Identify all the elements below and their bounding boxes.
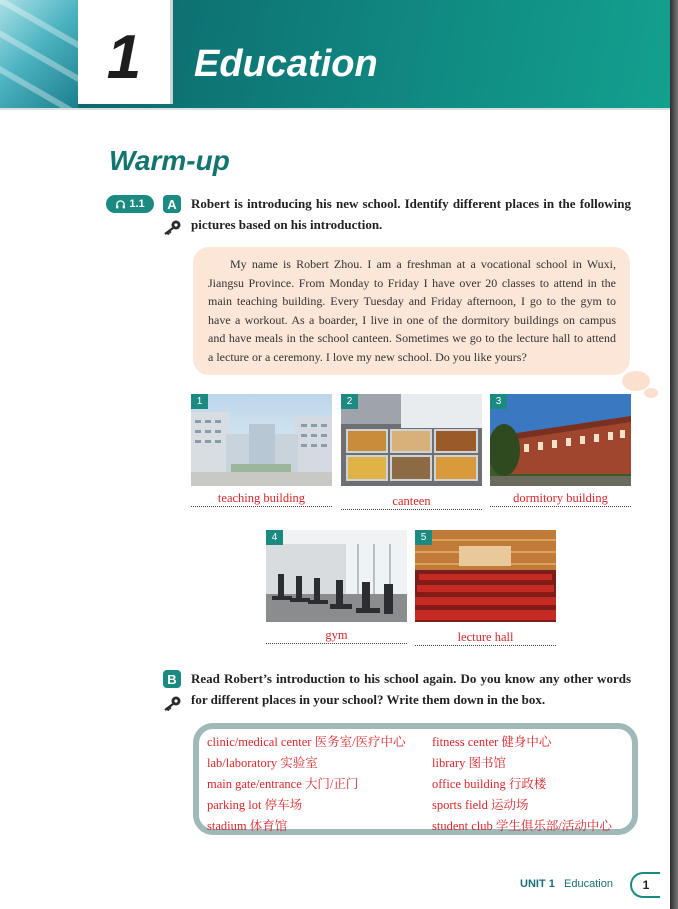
photo-number: 4 — [266, 530, 283, 545]
answer-item: clinic/medical center 医务室/医疗中心 — [207, 735, 406, 749]
answer-box — [193, 723, 638, 835]
photo-number: 3 — [490, 394, 507, 409]
answer-line: gym — [266, 626, 407, 644]
photo-number: 5 — [415, 530, 432, 545]
answer-line: dormitory building — [490, 489, 631, 507]
photo-gym — [266, 530, 407, 622]
answer-line: teaching building — [191, 489, 332, 507]
answer-item: office building 行政楼 — [432, 777, 547, 791]
unit-number: 1 — [106, 23, 142, 92]
answer-item: lab/laboratory 实验室 — [207, 756, 318, 770]
page-edge-shadow — [670, 0, 678, 909]
answer-item: parking lot 停车场 — [207, 798, 303, 812]
photo-canteen — [341, 394, 482, 486]
banner-divider — [0, 108, 670, 110]
answer-line: canteen — [341, 492, 482, 510]
key-icon — [162, 219, 182, 235]
page-number: 1 — [630, 872, 660, 898]
answer-line: lecture hall — [415, 628, 556, 646]
part-b-badge: B — [163, 670, 181, 688]
answer-item: stadium 体育馆 — [207, 819, 288, 833]
bubble-tail-dot — [644, 388, 658, 398]
audio-track-button[interactable] — [106, 195, 154, 213]
part-b-instruction: Read Robert’s introduction to his school again. Do you know any other words for different places in your school? Write them down in the box. — [191, 671, 631, 707]
unit-banner — [0, 0, 670, 108]
photo-number: 2 — [341, 394, 358, 409]
answer-item: student club 学生俱乐部/活动中心 — [432, 819, 612, 833]
section-title: Warm-up — [109, 145, 230, 176]
speech-bubble — [193, 247, 630, 375]
photo-lecture-hall — [415, 530, 556, 622]
bubble-tail-dot — [622, 371, 650, 391]
answer-item: main gate/entrance 大门/正门 — [207, 777, 359, 791]
footer-unit-label: UNIT 1 — [520, 878, 555, 890]
banner-decoration — [0, 0, 78, 108]
answer-item: fitness center 健身中心 — [432, 735, 552, 749]
passage-text: My name is Robert Zhou. I am a freshman at a vocational school in Wuxi, Jiangsu Province. From Monday to Friday I have over 20 classes to attend in the main teaching building. Every Tuesday and Friday afternoon, I go to the gym to have a workout. As a boarder, I live in one of the dormitory buildings on campus and have meals in the school canteen. Sometimes we go to the lecture hall to attend a lecture or a ceremony. I love my new school. Do you like yours? — [208, 257, 616, 364]
audio-track-label: 1.1 — [129, 198, 145, 210]
answer-item: library 图书馆 — [432, 756, 506, 770]
part-a-badge: A — [163, 195, 181, 213]
unit-number-box — [78, 0, 170, 104]
footer-unit-title: Education — [564, 878, 613, 890]
answer-item: sports field 运动场 — [432, 798, 529, 812]
photo-number: 1 — [191, 394, 208, 409]
footer-unit — [520, 878, 613, 890]
answer-column-left — [207, 732, 406, 837]
photo-dormitory-building — [490, 394, 631, 486]
headphones-icon — [115, 199, 126, 210]
key-icon — [162, 695, 182, 711]
part-a-instruction: Robert is introducing his new school. Identify different places in the following pictures based on his introduction. — [191, 196, 631, 232]
answer-column-right — [432, 732, 612, 837]
photo-teaching-building — [191, 394, 332, 486]
unit-title: Education — [194, 43, 378, 85]
